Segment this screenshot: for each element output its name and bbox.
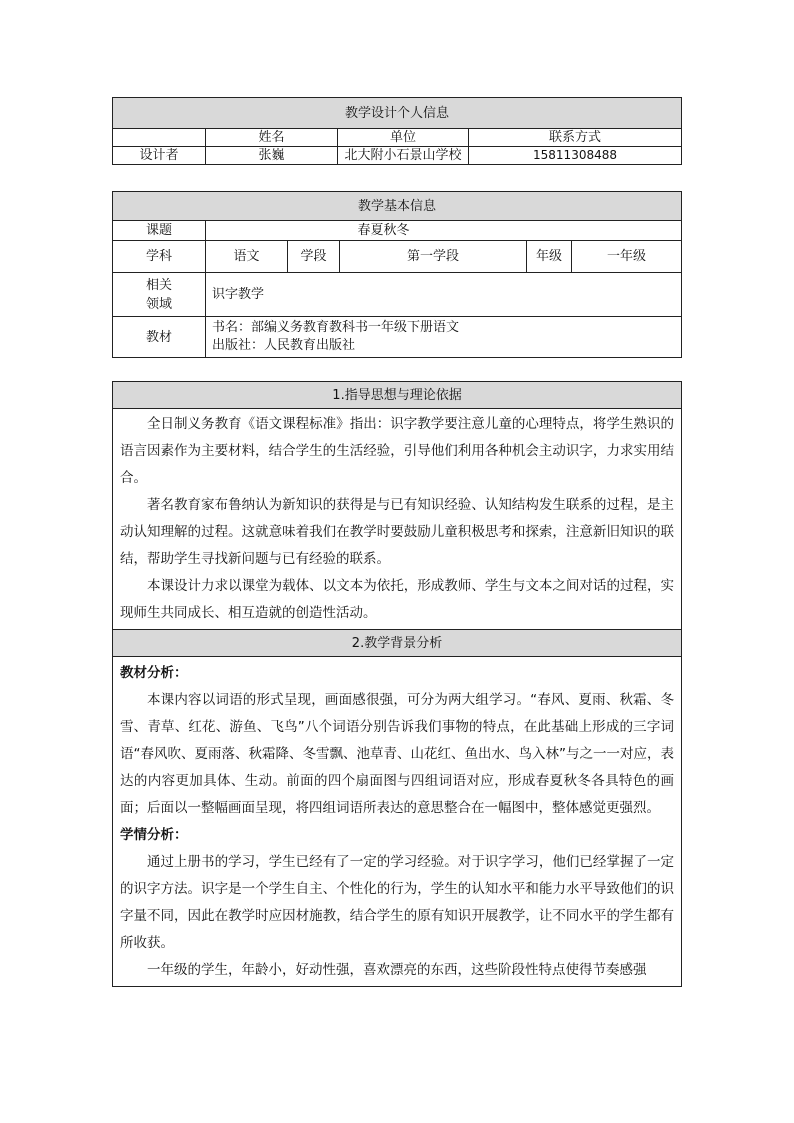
material-analysis-title: 教材分析： — [120, 665, 188, 681]
designer-contact: 15811308488 — [469, 147, 682, 165]
material-publisher: 出版社：人民教育出版社 — [212, 338, 356, 353]
student-analysis-title: 学情分析： — [120, 827, 188, 843]
section2-body — [113, 657, 682, 987]
grade-label: 年级 — [527, 241, 572, 273]
student-analysis-text-1: 通过上册书的学习，学生已经有了一定的学习经验。对于识字学习，他们已经掌握了一定的识字方法。识字是一个学生自主、个性化的行为，学生的认知水平和能力水平导致他们的识字量不同，因此在教学时应因材施教，结合学生的原有知识开展教学，让不同水平的学生都有所收获。 — [120, 854, 674, 951]
stage-label: 学段 — [288, 241, 340, 273]
topic-value: 春夏秋冬 — [206, 221, 682, 241]
section1-body — [113, 409, 682, 630]
material-analysis-text: 本课内容以词语的形式呈现，画面感很强，可分为两大组学习。“春风、夏雨、秋霜、冬雪、青草、红花、游鱼、飞鸟”八个词语分别告诉我们事物的特点，在此基础上形成的三字词语“春风吹、夏雨落、秋霜降、冬雪飘、池草青、山花红、鱼出水、鸟入林”与之一一对应，表达的内容更加具体、生动。前面的四个扇面图与四组词语对应，形成春夏秋冬各具特色的画面；后面以一整幅画面呈现，将四组词语所表达的意思整合在一幅图中，整体感觉更强烈。 — [120, 692, 674, 816]
sections-table — [112, 381, 682, 987]
material-label: 教材 — [113, 317, 206, 358]
unit-header: 单位 — [338, 129, 469, 147]
student-analysis-text-2: 一年级的学生，年龄小，好动性强，喜欢漂亮的东西，这些阶段性特点使得节奏感强 — [147, 962, 647, 978]
field-value: 识字教学 — [206, 273, 682, 317]
topic-label: 课题 — [113, 221, 206, 241]
empty-header-cell — [113, 129, 206, 147]
section2-content — [113, 660, 681, 982]
material-value — [206, 317, 682, 358]
section1-title: 1.指导思想与理论依据 — [113, 382, 682, 409]
personal-info-table — [112, 97, 682, 165]
section2-title: 2.教学背景分析 — [113, 630, 682, 657]
field-label-line2: 领域 — [145, 296, 172, 312]
subject-value: 语文 — [206, 241, 288, 273]
name-header: 姓名 — [206, 129, 338, 147]
field-label — [113, 273, 206, 317]
subject-label: 学科 — [113, 241, 206, 273]
grade-value: 一年级 — [572, 241, 682, 273]
section1-paragraph-2: 著名教育家布鲁纳认为新知识的获得是与已有知识经验、认知结构发生联系的过程，是主动认知理解的过程。这就意味着我们在教学时要鼓励儿童积极思考和探索，注意新旧知识的联结，帮助学生寻找新问题与已有经验的联系。 — [120, 497, 674, 567]
stage-value: 第一学段 — [340, 241, 527, 273]
designer-name: 张巍 — [206, 147, 338, 165]
personal-info-title: 教学设计个人信息 — [113, 98, 682, 129]
designer-label: 设计者 — [113, 147, 206, 165]
basic-info-title: 教学基本信息 — [113, 192, 682, 221]
basic-info-table — [112, 191, 682, 358]
material-book: 书名：部编义务教育教科书一年级下册语文 — [212, 320, 460, 335]
section1-paragraph-3: 本课设计力求以课堂为载体、以文本为依托，形成教师、学生与文本之间对话的过程，实现师生共同成长、相互造就的创造性活动。 — [120, 578, 674, 621]
section1-paragraph-1: 全日制义务教育《语文课程标准》指出：识字教学要注意儿童的心理特点，将学生熟识的语言因素作为主要材料，结合学生的生活经验，引导他们利用各种机会主动识字，力求实用结合。 — [120, 416, 674, 486]
field-label-line1: 相关 — [145, 277, 172, 293]
designer-unit: 北大附小石景山学校 — [338, 147, 469, 165]
contact-header: 联系方式 — [469, 129, 682, 147]
